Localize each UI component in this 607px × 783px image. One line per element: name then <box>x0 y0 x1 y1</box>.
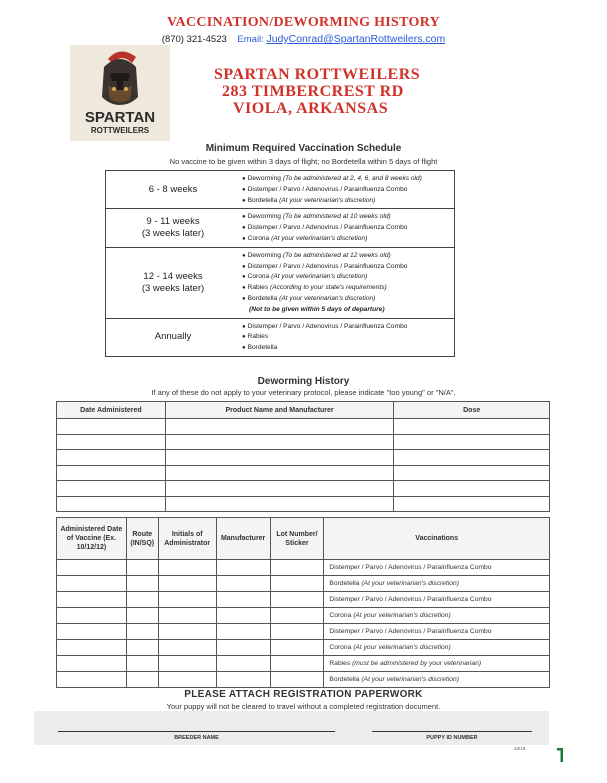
vaccine-entry-cell[interactable] <box>57 592 127 608</box>
phone-number: (870) 321-4523 <box>161 34 227 45</box>
schedule-age: Annually <box>154 331 192 343</box>
vaccine-entry-cell[interactable] <box>216 624 270 640</box>
vaccine-entry-cell[interactable] <box>158 576 216 592</box>
vaccine-entry-cell[interactable] <box>57 672 127 688</box>
form-code: 10/18 <box>514 746 526 751</box>
vaccine-entry-cell[interactable] <box>126 672 158 688</box>
deworming-cell[interactable] <box>165 419 394 435</box>
deworming-cell[interactable] <box>57 481 166 497</box>
deworming-cell[interactable] <box>57 465 166 481</box>
attach-paperwork-subtitle: Your puppy will not be cleared to travel without a completed registration document. <box>166 702 441 711</box>
vaccine-entry-cell[interactable] <box>158 608 216 624</box>
schedule-item-name: Bordetella <box>247 196 278 204</box>
schedule-row <box>106 247 454 318</box>
vaccine-entry-cell[interactable] <box>270 672 324 688</box>
vaccine-entry-cell[interactable] <box>270 656 324 672</box>
bullet-icon: ● <box>242 186 246 193</box>
kennel-street: 283 TIMBERCREST RD <box>222 83 404 100</box>
vaccine-entry-cell[interactable] <box>126 624 158 640</box>
deworming-cell[interactable] <box>394 419 550 435</box>
schedule-item-name: Rabies <box>247 284 269 292</box>
schedule-item-name: Deworming <box>247 213 281 221</box>
vaccine-entry-cell[interactable] <box>158 560 216 576</box>
schedule-row <box>106 318 454 356</box>
vaccination-name: Bordetella <box>329 676 360 683</box>
vaccine-entry-cell[interactable] <box>270 608 324 624</box>
vaccine-entry-cell[interactable] <box>57 576 127 592</box>
email-label: Email: <box>237 34 264 45</box>
schedule-age: 9 - 11 weeks (3 weeks later) <box>141 216 205 240</box>
deworming-cell[interactable] <box>394 496 550 512</box>
vaccine-entry-cell[interactable] <box>126 656 158 672</box>
schedule-item-note: (At your veterinarian's discretion) <box>279 294 376 302</box>
schedule-item <box>242 212 454 223</box>
bullet-icon: ● <box>242 235 246 242</box>
vaccine-row <box>57 576 550 592</box>
deworming-cell[interactable] <box>165 450 394 466</box>
schedule-age: 6 - 8 weeks <box>148 183 198 195</box>
schedule-row <box>106 171 454 208</box>
deworming-cell[interactable] <box>394 450 550 466</box>
kennel-name: SPARTAN ROTTWEILERS <box>214 66 421 83</box>
deworming-cell[interactable] <box>165 465 394 481</box>
schedule-item-name: Rabies <box>247 333 269 341</box>
schedule-item <box>242 223 454 234</box>
deworming-row <box>57 481 550 497</box>
bullet-icon: ● <box>242 252 246 259</box>
vaccination-name-cell <box>324 624 550 640</box>
vaccine-entry-cell[interactable] <box>216 640 270 656</box>
vaccine-row <box>57 672 550 688</box>
vaccine-row <box>57 592 550 608</box>
schedule-item <box>242 272 454 283</box>
deworming-history-table <box>56 401 550 512</box>
schedule-items <box>240 319 454 356</box>
vaccination-note: (must be administered by your veterinarian) <box>352 660 482 667</box>
deworming-row <box>57 434 550 450</box>
schedule-item <box>242 283 454 294</box>
schedule-item <box>242 174 454 185</box>
deworming-row <box>57 419 550 435</box>
schedule-item <box>242 234 454 245</box>
schedule-item-note: (At your veterinarian's discretion) <box>271 234 368 242</box>
vaccination-name: Distemper / Parvo / Adenovirus / Parainfluenza Combo <box>329 596 492 603</box>
vaccine-entry-cell[interactable] <box>158 672 216 688</box>
vaccination-name: Bordetella <box>329 580 360 587</box>
vaccine-entry-cell[interactable] <box>126 608 158 624</box>
vaccine-record-table <box>56 517 550 688</box>
schedule-items <box>240 171 454 208</box>
vaccination-name-cell <box>324 592 550 608</box>
vaccine-entry-cell[interactable] <box>270 592 324 608</box>
vaccine-entry-cell[interactable] <box>57 608 127 624</box>
puppy-id-label: PUPPY ID NUMBER <box>426 735 478 741</box>
schedule-item <box>242 332 454 343</box>
schedule-item-name: Corona <box>247 273 270 281</box>
deworming-cell[interactable] <box>165 434 394 450</box>
schedule-item-name: Bordetella <box>247 294 278 302</box>
deworming-cell[interactable] <box>57 419 166 435</box>
logo-word-rottweilers: ROTTWEILERS <box>90 126 150 135</box>
bullet-icon: ● <box>242 345 246 352</box>
vaccination-name-cell <box>324 656 550 672</box>
vaccination-name-cell <box>324 672 550 688</box>
bullet-icon: ● <box>242 197 246 204</box>
schedule-item-name: Deworming <box>247 251 281 259</box>
vaccine-entry-cell[interactable] <box>216 672 270 688</box>
bullet-icon: ● <box>242 225 246 232</box>
vaccine-entry-cell[interactable] <box>126 576 158 592</box>
bullet-icon: ● <box>242 295 246 302</box>
deworming-cell[interactable] <box>57 496 166 512</box>
deworming-cell[interactable] <box>394 481 550 497</box>
vaccine-entry-cell[interactable] <box>57 560 127 576</box>
schedule-item-name: Deworming <box>247 175 281 182</box>
vaccine-row <box>57 608 550 624</box>
deworming-cell[interactable] <box>394 434 550 450</box>
schedule-item <box>242 251 454 262</box>
schedule-item <box>242 322 454 333</box>
vaccination-name: Rabies <box>329 660 351 667</box>
bullet-icon: ● <box>242 176 246 182</box>
schedule-item <box>242 305 454 316</box>
vaccination-name: Distemper / Parvo / Adenovirus / Parainfluenza Combo <box>329 628 492 635</box>
vaccination-note: (At your veterinarian's discretion) <box>361 676 459 683</box>
deworming-row <box>57 496 550 512</box>
vaccine-entry-cell[interactable] <box>216 608 270 624</box>
vaccine-entry-cell[interactable] <box>158 656 216 672</box>
form-title: VACCINATION/DEWORMING HISTORY <box>166 15 441 30</box>
bullet-icon: ● <box>242 274 246 281</box>
vaccination-name-cell <box>324 640 550 656</box>
vaccine-entry-cell[interactable] <box>270 624 324 640</box>
schedule-item-note: (To be administered at 12 weeks old) <box>282 251 391 259</box>
deworming-column-header: Dose <box>394 402 550 419</box>
schedule-item <box>242 196 454 207</box>
bullet-icon: ● <box>242 214 246 221</box>
kennel-city: VIOLA, ARKANSAS <box>233 100 389 117</box>
vaccination-schedule-table <box>105 170 455 357</box>
logo-word-spartan: SPARTAN <box>84 109 156 126</box>
email-link[interactable]: JudyConrad@SpartanRottweilers.com <box>266 33 446 45</box>
schedule-item <box>242 294 454 305</box>
breeder-name-label: BREEDER NAME <box>174 735 219 741</box>
vaccine-entry-cell[interactable] <box>57 640 127 656</box>
deworming-cell[interactable] <box>57 450 166 466</box>
deworming-cell[interactable] <box>165 496 394 512</box>
vaccine-column-header: Initials of Administrator <box>158 518 216 560</box>
schedule-item <box>242 262 454 273</box>
corner-mark-icon <box>557 748 564 762</box>
vaccination-name-cell <box>324 560 550 576</box>
vaccination-name: Corona <box>329 644 352 651</box>
vaccine-row <box>57 656 550 672</box>
deworming-cell[interactable] <box>165 481 394 497</box>
schedule-item <box>242 185 454 196</box>
vaccine-entry-cell[interactable] <box>158 640 216 656</box>
vaccine-column-header: Lot Number/ Sticker <box>270 518 324 560</box>
bullet-icon: ● <box>242 334 246 341</box>
deworming-row <box>57 465 550 481</box>
schedule-item-note: (At your veterinarian's discretion) <box>279 196 376 204</box>
vaccine-entry-cell[interactable] <box>270 640 324 656</box>
schedule-item-name: Bordetella <box>247 344 278 352</box>
schedule-item-note: (To be administered at 10 weeks old) <box>282 213 391 221</box>
schedule-age: 12 - 14 weeks (3 weeks later) <box>141 270 205 294</box>
puppy-id-field[interactable] <box>372 731 532 732</box>
vaccination-name: Corona <box>329 612 352 619</box>
vaccine-row <box>57 640 550 656</box>
vaccination-note: (At your veterinarian's discretion) <box>353 644 451 651</box>
deworming-title: Deworming History <box>257 376 350 387</box>
schedule-subtitle: No vaccine to be given within 3 days of flight; no Bordetella within 5 days of flight <box>169 157 438 166</box>
breeder-name-field[interactable] <box>58 731 335 732</box>
vaccine-entry-cell[interactable] <box>216 592 270 608</box>
schedule-item-note: (At your veterinarian's discretion) <box>271 273 368 281</box>
schedule-item-name: Corona <box>247 234 270 242</box>
vaccine-column-header: Manufacturer <box>216 518 270 560</box>
schedule-item-note: (According to your state's requirements) <box>270 284 387 292</box>
vaccine-row <box>57 624 550 640</box>
spartan-helmet-dog-logo <box>70 45 170 141</box>
vaccine-entry-cell[interactable] <box>216 576 270 592</box>
bullet-icon: ● <box>242 323 246 330</box>
schedule-item-name: Distemper / Parvo / Adenovirus / Parainfluenza Combo <box>247 322 408 330</box>
schedule-item-name: Distemper / Parvo / Adenovirus / Parainfluenza Combo <box>247 185 408 193</box>
deworming-subtitle: If any of these do not apply to your veterinary protocol, please indicate "too young" or "N/A". <box>151 388 456 397</box>
vaccine-entry-cell[interactable] <box>126 560 158 576</box>
deworming-column-header: Date Administered <box>57 402 166 419</box>
vaccine-entry-cell[interactable] <box>216 656 270 672</box>
vaccination-name: Distemper / Parvo / Adenovirus / Parainfluenza Combo <box>329 564 492 571</box>
vaccination-note: (At your veterinarian's discretion) <box>353 612 451 619</box>
deworming-cell[interactable] <box>57 434 166 450</box>
vaccine-row <box>57 560 550 576</box>
schedule-title: Minimum Required Vaccination Schedule <box>205 143 402 154</box>
vaccine-entry-cell[interactable] <box>158 624 216 640</box>
attach-paperwork-title: PLEASE ATTACH REGISTRATION PAPERWORK <box>184 689 423 700</box>
schedule-items <box>240 248 454 318</box>
bullet-icon: ● <box>242 285 246 292</box>
bullet-icon: ● <box>242 263 246 270</box>
vaccine-entry-cell[interactable] <box>216 560 270 576</box>
vaccination-name-cell <box>324 576 550 592</box>
vaccine-entry-cell[interactable] <box>270 576 324 592</box>
vaccine-entry-cell[interactable] <box>270 560 324 576</box>
schedule-row <box>106 208 454 246</box>
deworming-cell[interactable] <box>394 465 550 481</box>
schedule-item-name: Distemper / Parvo / Adenovirus / Parainfluenza Combo <box>247 224 408 232</box>
vaccine-column-header: Administered Date of Vaccine (Ex. 10/12/12) <box>57 518 127 560</box>
vaccine-entry-cell[interactable] <box>57 656 127 672</box>
vaccine-column-header: Route (IN/SQ) <box>126 518 158 560</box>
vaccination-note: (At your veterinarian's discretion) <box>361 580 459 587</box>
contact-line <box>0 33 607 45</box>
vaccine-entry-cell[interactable] <box>126 592 158 608</box>
schedule-item-note: (To be administered at 2, 4, 6, and 8 weeks old) <box>282 175 422 182</box>
schedule-items <box>240 209 454 246</box>
vaccine-entry-cell[interactable] <box>158 592 216 608</box>
vaccine-entry-cell[interactable] <box>57 624 127 640</box>
schedule-item-note: (Not to be given within 5 days of departure) <box>249 305 385 313</box>
schedule-item <box>242 343 454 354</box>
vaccine-column-header: Vaccinations <box>324 518 550 560</box>
schedule-item-name: Distemper / Parvo / Adenovirus / Parainfluenza Combo <box>247 262 408 270</box>
vaccination-name-cell <box>324 608 550 624</box>
deworming-column-header: Product Name and Manufacturer <box>165 402 394 419</box>
vaccine-entry-cell[interactable] <box>126 640 158 656</box>
deworming-row <box>57 450 550 466</box>
